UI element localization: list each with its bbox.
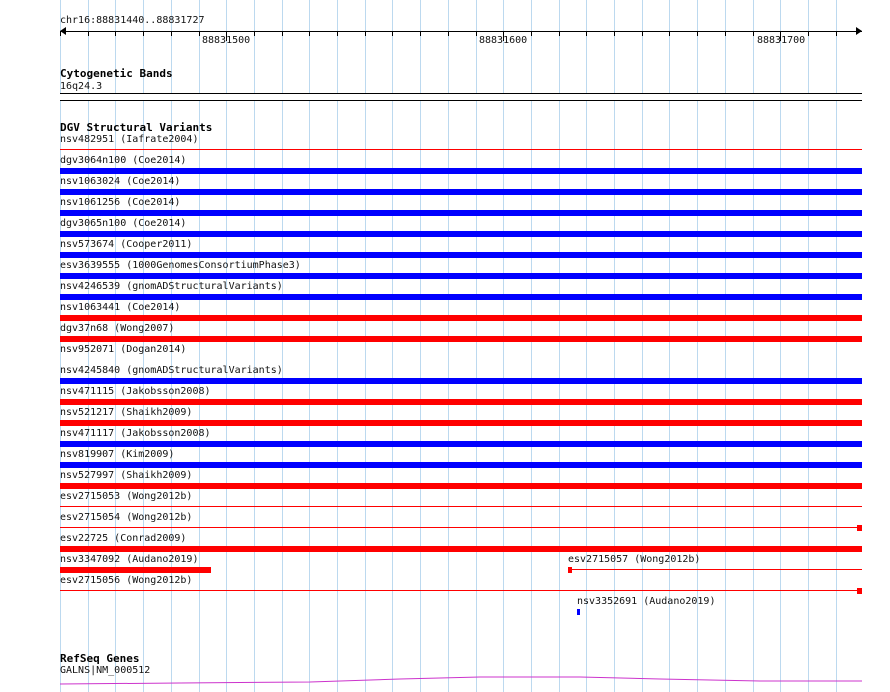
variant-bar-gain[interactable]: [60, 210, 862, 216]
variant-bar-loss[interactable]: [60, 506, 862, 507]
ruler-minor-tick: [282, 31, 283, 36]
variant-label: nsv3352691 (Audano2019): [577, 596, 716, 607]
variant-bar-end[interactable]: [857, 525, 862, 531]
variant-label: esv3639555 (1000GenomesConsortiumPhase3): [60, 260, 301, 271]
ruler[interactable]: [60, 26, 862, 46]
variant-bar-gain[interactable]: [60, 231, 862, 237]
variant-label: nsv471117 (Jakobsson2008): [60, 428, 211, 439]
variant-bar-loss[interactable]: [60, 590, 862, 591]
ruler-minor-tick: [392, 31, 393, 36]
variant-label: nsv3347092 (Audano2019): [60, 554, 199, 565]
variant-bar-gain[interactable]: [60, 462, 862, 468]
ruler-minor-tick: [476, 31, 477, 36]
variant-label: nsv4245840 (gnomADStructuralVariants): [60, 365, 283, 376]
variant-label: nsv1063024 (Coe2014): [60, 176, 181, 187]
ruler-minor-tick: [753, 31, 754, 36]
ruler-tick-label: 88831500: [202, 35, 251, 46]
ruler-minor-tick: [199, 31, 200, 36]
cytoband-bar[interactable]: [60, 93, 862, 101]
cytoband-label: 16q24.3: [60, 81, 103, 92]
ruler-minor-tick: [531, 31, 532, 36]
variant-label: nsv1063441 (Coe2014): [60, 302, 181, 313]
variant-label: dgv37n68 (Wong2007): [60, 323, 175, 334]
grid-line: [448, 0, 449, 692]
variant-label: nsv527997 (Shaikh2009): [60, 470, 193, 481]
ruler-tick-label: 88831600: [479, 35, 528, 46]
variant-bar-loss[interactable]: [60, 483, 862, 489]
variant-label: dgv3065n100 (Coe2014): [60, 218, 187, 229]
ruler-line: [60, 31, 862, 32]
variant-bar-end[interactable]: [568, 567, 572, 573]
grid-line: [309, 0, 310, 692]
grid-line: [254, 0, 255, 692]
grid-line: [642, 0, 643, 692]
variant-label: nsv471115 (Jakobsson2008): [60, 386, 211, 397]
variant-bar-gain[interactable]: [60, 252, 862, 258]
variant-bar-gain[interactable]: [60, 189, 862, 195]
ruler-minor-tick: [365, 31, 366, 36]
grid-line: [697, 0, 698, 692]
variant-bar-gain[interactable]: [60, 378, 862, 384]
locus-label: chr16:88831440..88831727: [60, 15, 205, 26]
grid-line: [753, 0, 754, 692]
variant-label: esv2715054 (Wong2012b): [60, 512, 193, 523]
variant-bar-gain[interactable]: [60, 273, 862, 279]
variant-bar-loss[interactable]: [60, 315, 862, 321]
grid-line: [199, 0, 200, 692]
ruler-minor-tick: [697, 31, 698, 36]
grid-line: [669, 0, 670, 692]
gene-label: GALNS|NM_000512: [60, 665, 151, 676]
variant-bar-gain[interactable]: [577, 609, 580, 615]
variant-label: esv2715053 (Wong2012b): [60, 491, 193, 502]
grid-line: [476, 0, 477, 692]
ruler-minor-tick: [254, 31, 255, 36]
ruler-minor-tick: [420, 31, 421, 36]
ruler-minor-tick: [836, 31, 837, 36]
ruler-minor-tick: [337, 31, 338, 36]
ruler-tick-label: 88831700: [757, 35, 806, 46]
grid-line: [808, 0, 809, 692]
ruler-minor-tick: [309, 31, 310, 36]
grid-line: [282, 0, 283, 692]
variant-label: esv22725 (Conrad2009): [60, 533, 187, 544]
variant-label: nsv482951 (Iafrate2004): [60, 134, 199, 145]
variant-bar-loss[interactable]: [60, 420, 862, 426]
variant-label: esv2715057 (Wong2012b): [568, 554, 701, 565]
ruler-minor-tick: [808, 31, 809, 36]
variant-label: nsv4246539 (gnomADStructuralVariants): [60, 281, 283, 292]
grid-line: [392, 0, 393, 692]
variant-bar-end[interactable]: [857, 588, 862, 594]
ruler-minor-tick: [614, 31, 615, 36]
grid-line: [836, 0, 837, 692]
ruler-right-arrow-icon: [856, 27, 862, 35]
gene-model[interactable]: [60, 674, 862, 686]
refseq-track-title[interactable]: RefSeq Genes: [60, 652, 140, 665]
ruler-minor-tick: [642, 31, 643, 36]
grid-line: [586, 0, 587, 692]
grid-line: [614, 0, 615, 692]
ruler-minor-tick: [171, 31, 172, 36]
ruler-minor-tick: [725, 31, 726, 36]
ruler-minor-tick: [88, 31, 89, 36]
variant-bar-loss[interactable]: [60, 149, 862, 150]
grid-line: [365, 0, 366, 692]
variant-bar-loss[interactable]: [60, 567, 211, 573]
variant-bar-gain[interactable]: [60, 294, 862, 300]
variant-label: nsv1061256 (Coe2014): [60, 197, 181, 208]
variant-label: dgv3064n100 (Coe2014): [60, 155, 187, 166]
ruler-minor-tick: [448, 31, 449, 36]
ruler-minor-tick: [143, 31, 144, 36]
variant-label: nsv573674 (Cooper2011): [60, 239, 193, 250]
variant-label: nsv819907 (Kim2009): [60, 449, 175, 460]
grid-line: [420, 0, 421, 692]
grid-line: [780, 0, 781, 692]
grid-line: [531, 0, 532, 692]
variant-label: nsv521217 (Shaikh2009): [60, 407, 193, 418]
variant-label: nsv952071 (Dogan2014): [60, 344, 187, 355]
variant-bar-loss[interactable]: [60, 399, 862, 405]
ruler-minor-tick: [669, 31, 670, 36]
grid-line: [226, 0, 227, 692]
variant-bar-loss[interactable]: [60, 336, 862, 342]
variant-bar-gain[interactable]: [60, 441, 862, 447]
ruler-minor-tick: [586, 31, 587, 36]
variant-bar-loss[interactable]: [568, 569, 862, 570]
grid-line: [337, 0, 338, 692]
grid-line: [559, 0, 560, 692]
variant-label: esv2715056 (Wong2012b): [60, 575, 193, 586]
variant-bar-loss[interactable]: [60, 546, 862, 552]
variant-bar-loss[interactable]: [60, 527, 862, 528]
variant-bar-gain[interactable]: [60, 168, 862, 174]
ruler-minor-tick: [115, 31, 116, 36]
dgv-track-title[interactable]: DGV Structural Variants: [60, 121, 213, 134]
grid-line: [725, 0, 726, 692]
ruler-minor-tick: [559, 31, 560, 36]
ruler-minor-tick: [60, 31, 61, 36]
cytobands-track-title[interactable]: Cytogenetic Bands: [60, 67, 173, 80]
grid-line: [503, 0, 504, 692]
